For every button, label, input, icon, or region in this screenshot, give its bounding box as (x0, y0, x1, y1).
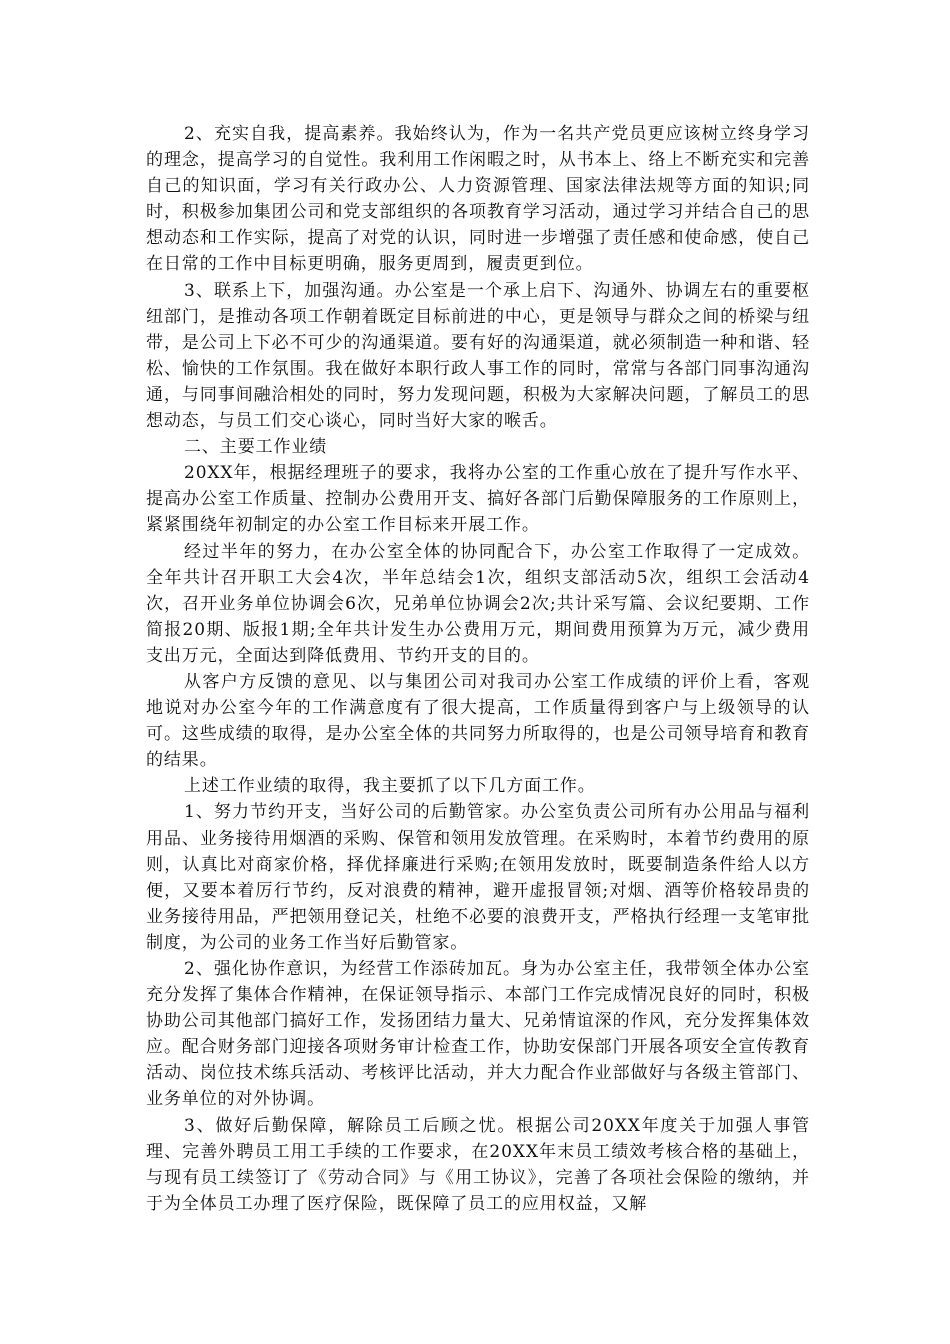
paragraph-self-improvement: 2、充实自我，提高素养。我始终认为，作为一名共产党员更应该树立终身学习的理念，提高学习的自觉性。我利用工作闲暇之时，从书本上、络上不断充实和完善自己的知识面，学习有关行政办公、人力资源管理、国家法律法规等方面的知识;同时，积极参加集团公司和党支部组织的各项教育学习活动，通过学习并结合自己的思想动态和工作实际，提高了对党的认识，同时进一步增强了责任感和使命感，使自己在日常的工作中目标更明确，服务更周到，履责更到位。 (146, 124, 810, 275)
paragraph-logistics-support: 3、做好后勤保障，解除员工后顾之忧。根据公司20XX年度关于加强人事管理、完善外聘员工用工手续的工作要求，在20XX年末员工绩效考核合格的基础上，与现有员工续签订了《劳动合同》与《用工协议》，完善了各项社会保险的缴纳，并于为全体员工办理了医疗保险，既保障了员工的应用权益，又解 (146, 1115, 810, 1214)
paragraph-annual-focus: 20XX年，根据经理班子的要求，我将办公室的工作重心放在了提升写作水平、提高办公室工作质量、控制办公费用开支、搞好各部门后勤保障服务的工作原则上，紧紧围绕年初制定的办公室工作目标来开展工作。 (146, 463, 810, 536)
document-body (146, 121, 810, 1217)
paragraph-customer-feedback: 从客户方反馈的意见、以与集团公司对我司办公室工作成绩的评价上看，客观地说对办公室今年的工作满意度有了很大提高，工作质量得到客户与上级领导的认可。这些成绩的取得，是办公室全体的共同努力所取得的，也是公司领导培育和教育的结果。 (146, 671, 810, 771)
paragraph-work-aspects-intro: 上述工作业绩的取得，我主要抓了以下几方面工作。 (184, 776, 596, 797)
paragraph-communication: 3、联系上下，加强沟通。办公室是一个承上启下、沟通外、协调左右的重要枢纽部门，是推动各项工作朝着既定目标前进的中心，更是领导与群众之间的桥梁与纽带，是公司上下必不可少的沟通渠道。要有好的沟通渠道，就必须制造一种和谐、轻松、愉快的工作氛围。我在做好本职行政人事工作的同时，常常与各部门同事沟通沟通，与同事间融洽相处的同时，努力发现问题，积极为大家解决问题，了解员工的思想动态，与员工们交心谈心，同时当好大家的喉舌。 (146, 280, 810, 432)
paragraph-cost-saving: 1、努力节约开支，当好公司的后勤管家。办公室负责公司所有办公用品与福利用品、业务接待用烟酒的采购、保管和领用发放管理。在采购时，本着节约费用的原则，认真比对商家价格，择优择廉进行采购;在领用发放时，既要制造条件给人以方便，又要本着厉行节约，反对浪费的精神，避开虚报冒领;对烟、酒等价格较昂贵的业务接待用品，严把领用登记关，杜绝不必要的浪费开支，严格执行经理一支笔审批制度，为公司的业务工作当好后勤管家。 (146, 802, 810, 953)
paragraph-collaboration: 2、强化协作意识，为经营工作添砖加瓦。身为办公室主任，我带领全体办公室充分发挥了集体合作精神，在保证领导指示、本部门工作完成情况良好的同时，积极协助公司其他部门搞好工作，发扬团结力量大、兄弟情谊深的作风，充分发挥集体效应。配合财务部门迎接各项财务审计检查工作，协助安保部门开展各项安全宣传教育活动、岗位技术练兵活动、考核评比活动，并大力配合作业部做好与各级主管部门、业务单位的对外协调。 (146, 959, 810, 1110)
section-heading-achievements: 二、主要工作业绩 (184, 437, 328, 458)
paragraph-half-year-results: 经过半年的努力，在办公室全体的协同配合下，办公室工作取得了一定成效。全年共计召开职工大会4次，半年总结会1次，组织支部活动5次，组织工会活动4次，召开业务单位协调会6次，兄弟单位协调会2次;共计采写篇、会议纪要期、工作简报20期、版报1期;全年共计发生办公费用万元，期间费用预算为万元，减少费用支出万元，全面达到降低费用、节约开支的目的。 (146, 541, 810, 666)
